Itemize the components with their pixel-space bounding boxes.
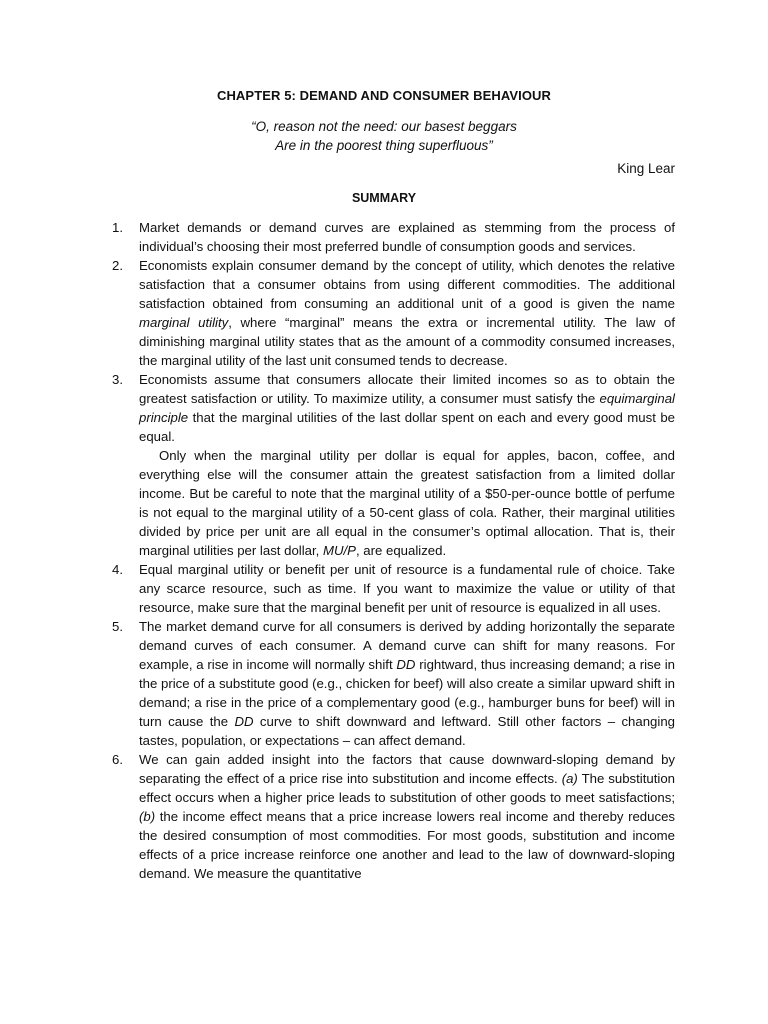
term-a: (a): [561, 771, 578, 786]
item-number: 2.: [112, 258, 123, 273]
term-b: (b): [139, 809, 156, 824]
summary-item-2: [112, 256, 675, 370]
item-text: Market demands or demand curves are explained as stemming from the process of individual’s choosing their most preferred bundle of consumption goods and services.: [139, 220, 675, 254]
summary-item-6: [112, 750, 675, 883]
term-dd: DD: [396, 657, 416, 672]
term-mu-p: MU/P: [322, 543, 356, 558]
item-number: 3.: [112, 372, 123, 387]
summary-item-1: [112, 218, 675, 256]
item-text: Economists assume that consumers allocate their limited incomes so as to obtain the greatest satisfaction or utility. To maximize utility, a consumer must satisfy the equimarginal principle that the marginal utilities of the last dollar spent on each and every good must be equal.: [139, 372, 675, 444]
item-number: 4.: [112, 562, 123, 577]
item-number: 1.: [112, 220, 123, 235]
item-text: Economists explain consumer demand by the concept of utility, which denotes the relative satisfaction that a consumer obtains from using different commodities. The additional satisfaction obtained from consuming an additional unit of a good is given the name marginal utility, where “marginal” means the extra or incremental utility. The law of diminishing marginal utility states that as the amount of a commodity consumed increases, the marginal utility of the last unit consumed tends to decrease.: [139, 258, 675, 368]
term-equimarginal-principle: equimarginal principle: [139, 391, 675, 425]
item-text: Equal marginal utility or benefit per unit of resource is a fundamental rule of choice. Take any scarce resource, such as time. If you want to maximize the value or utility of that resource, make sure that the marginal benefit per unit of resource is equalized in all uses.: [139, 562, 675, 615]
term-marginal-utility: marginal utility: [139, 315, 229, 330]
chapter-title: CHAPTER 5: DEMAND AND CONSUMER BEHAVIOUR: [216, 88, 552, 103]
epigraph-line-2: Are in the poorest thing superfluous”: [275, 138, 493, 153]
summary-heading: SUMMARY: [351, 191, 417, 205]
item-text: We can gain added insight into the factors that cause downward-sloping demand by separating the effect of a price rise into substitution and income effects. (a) The substitution effect occurs when a higher price leads to substitution of other goods to meet satisfactions; (b) the income effect means that a price increase lowers real income and thereby reduces the desired consumption of most commodities. For most goods, substitution and income effects of a price increase reinforce one another and lead to the law of downward-sloping demand. We measure the quantitative: [139, 752, 675, 881]
term-dd: DD: [234, 714, 254, 729]
epigraph-attribution: King Lear: [617, 161, 675, 176]
summary-item-4: [112, 560, 675, 617]
summary-item-5: [112, 617, 675, 750]
epigraph-line-1: “O, reason not the need: our basest beggars: [251, 119, 517, 134]
item-text: The market demand curve for all consumers is derived by adding horizontally the separate demand curves of each consumer. A demand curve can shift for many reasons. For example, a rise in income will normally shift DD rightward, thus increasing demand; a rise in the price of a substitute good (e.g., chicken for beef) will also create a similar upward shift in demand; a rise in the price of a complementary good (e.g., hamburger buns for beef) will in turn cause the DD curve to shift downward and leftward. Still other factors – changing tastes, population, or expectations – can affect demand.: [139, 619, 675, 748]
item-number: 5.: [112, 619, 123, 634]
item-number: 6.: [112, 752, 123, 767]
summary-item-3: [112, 370, 675, 560]
summary-list: [112, 218, 675, 883]
epigraph: [0, 117, 768, 155]
item-continuation-text: Only when the marginal utility per dollar is equal for apples, bacon, coffee, and everything else will the consumer attain the greatest satisfaction from a limited dollar income. But be careful to note that the marginal utility of a $50-per-ounce bottle of perfume is not equal to the marginal utility of a 50-cent glass of cola. Rather, their marginal utilities divided by price per unit are all equal in the consumer’s optimal allocation. That is, their marginal utilities per last dollar, MU/P, are equalized.: [139, 448, 675, 558]
